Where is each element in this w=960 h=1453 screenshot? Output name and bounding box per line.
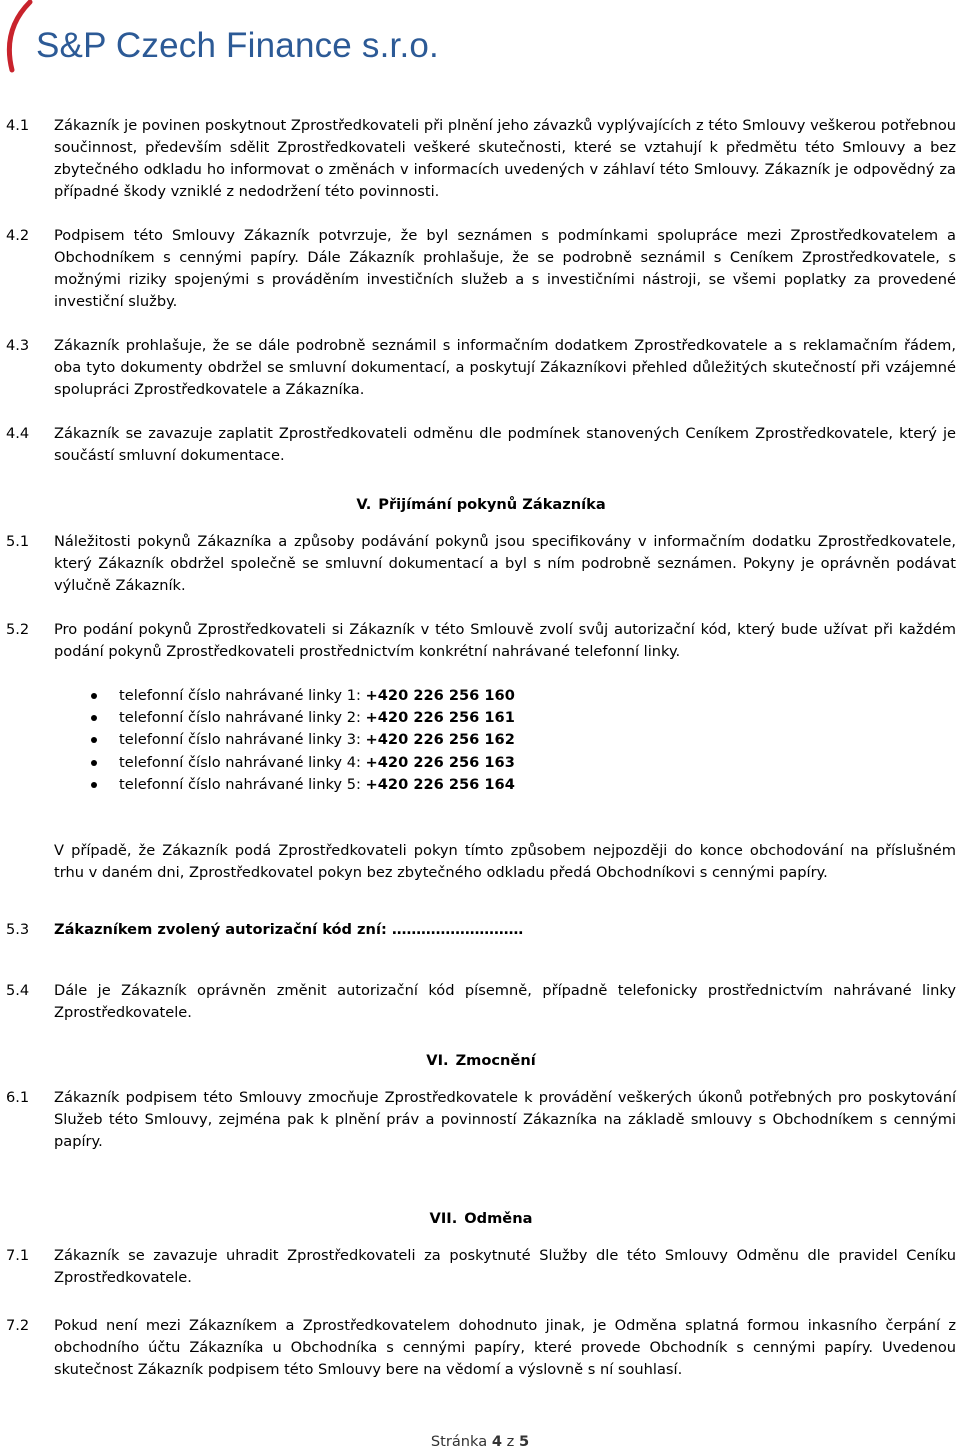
section-heading-v bbox=[6, 494, 956, 516]
list-item bbox=[6, 707, 956, 729]
clause-number: 4.3 bbox=[6, 337, 30, 354]
section-heading-vi bbox=[6, 1050, 956, 1072]
clause-5-1 bbox=[6, 531, 956, 597]
company-logo bbox=[0, 0, 439, 80]
clause-5-3 bbox=[6, 919, 956, 941]
footer-prefix: Stránka bbox=[430, 1433, 492, 1450]
phone-number: +420 226 256 161 bbox=[365, 709, 515, 727]
line-label: telefonní číslo nahrávané linky 4: bbox=[119, 753, 366, 771]
list-item bbox=[6, 774, 956, 796]
clause-5-4 bbox=[6, 980, 956, 1024]
clause-7-2 bbox=[6, 1315, 956, 1381]
line-label: telefonní číslo nahrávané linky 1: bbox=[119, 687, 366, 704]
section-number: VII. bbox=[429, 1210, 458, 1228]
section-title: Zmocnění bbox=[455, 1052, 536, 1070]
phone-lines-list bbox=[6, 685, 956, 796]
clause-7-1 bbox=[6, 1245, 956, 1289]
auth-code-line: Zákazníkem zvolený autorizační kód zní: ……………………… bbox=[54, 921, 524, 939]
clause-text: Zákazník prohlašuje, že se dále podrobně seznámil s informačním dodatkem Zprostředkovatele a s reklamačním řádem, oba tyto dokumenty obdržel se smluvní dokumentací, a poskytují Zákazníkovi přehled důležitých skutečností při vzájemné spolupráci Zprostředkovatele a Zákazníka. bbox=[54, 337, 956, 398]
clause-text: Pro podání pokynů Zprostředkovateli si Zákazník v této Smlouvě zvolí svůj autorizační kód, který bude užívat při každém podání pokynů Zprostředkovateli prostřednictvím konkrétní nahrávané telefonní linky. bbox=[54, 621, 956, 660]
clause-4-4 bbox=[6, 423, 956, 467]
clause-text: Podpisem této Smlouvy Zákazník potvrzuje, že byl seznámen s podmínkami spolupráce mezi Zprostředkovatelem a Obchodníkem s cennými papíry. Dále Zákazník prohlašuje, že se podrobně seznámil s Ceníkem Zprostředkovatele, s možnými riziky spojenými s prováděním investičních služeb a s investičními nástroji, se všemi poplatky za provedené investiční služby. bbox=[54, 227, 956, 310]
clause-5-2-note: V případě, že Zákazník podá Zprostředkovateli pokyn tímto způsobem nejpozději do konce obchodování na příslušném trhu v daném dni, Zprostředkovatel pokyn bez zbytečného odkladu předá Obchodníkovi s cennými papíry. bbox=[54, 842, 956, 882]
list-item bbox=[6, 729, 956, 751]
clause-number: 7.1 bbox=[6, 1247, 30, 1265]
clause-text: Zákazník se zavazuje uhradit Zprostředkovateli za poskytnuté Služby dle této Smlouvy Odměnu dle pravidel Ceníku Zprostředkovatele. bbox=[54, 1247, 956, 1287]
clause-text: Zákazník podpisem této Smlouvy zmocňuje Zprostředkovatele k provádění veškerých úkonů potřebných pro poskytování Služeb této Smlouvy, zejména pak k plnění práv a povinností Zákazníka na základě smlouvy s Obchodníkem s cennými papíry. bbox=[54, 1089, 956, 1151]
clause-number: 4.4 bbox=[6, 425, 30, 442]
line-label: telefonní číslo nahrávané linky 3: bbox=[119, 731, 366, 749]
clause-text: Náležitosti pokynů Zákazníka a způsoby podávání pokynů jsou specifikovány v informačním dodatku Zprostředkovatele, který Zákazník obdržel společně se smluvní dokumentací a byl s ním podrobně seznámen. Pokyny je oprávněn podávat výlučně Zákazník. bbox=[54, 533, 956, 594]
line-label: telefonní číslo nahrávané linky 5: bbox=[119, 775, 366, 793]
total-pages: 5 bbox=[518, 1433, 530, 1450]
section-number: VI. bbox=[426, 1052, 449, 1070]
line-label: telefonní číslo nahrávané linky 2: bbox=[119, 709, 366, 727]
phone-number: +420 226 256 160 bbox=[365, 687, 515, 704]
page-footer bbox=[0, 1431, 960, 1453]
list-item bbox=[6, 752, 956, 774]
clause-number: 4.2 bbox=[6, 227, 30, 244]
clause-number: 5.2 bbox=[6, 621, 30, 638]
section-number: V. bbox=[356, 496, 372, 513]
clause-5-2 bbox=[6, 619, 956, 663]
clause-text: Pokud není mezi Zákazníkem a Zprostředkovatelem dohodnuto jinak, je Odměna splatná formou inkasního čerpání z obchodního účtu Zákazníka u Obchodníka s cennými papíry, které provede Obchodník s cennými papíry. Uvedenou skutečnost Zákazník podpisem této Smlouvy bere na vědomí a výslovně s ní souhlasí. bbox=[54, 1317, 956, 1379]
clause-number: 5.4 bbox=[6, 982, 30, 1000]
clause-text: Dále je Zákazník oprávněn změnit autorizační kód písemně, případně telefonicky prostřednictvím nahrávané linky Zprostředkovatele. bbox=[54, 982, 956, 1022]
clause-text: Zákazník je povinen poskytnout Zprostředkovateli při plnění jeho závazků vyplývajících z této Smlouvy veškerou potřebnou součinnost, především sdělit Zprostředkovateli veškeré skutečnosti, které se vztahují k předmětu této Smlouvy a bez zbytečného odkladu ho informovat o změnách v informacích uvedených v záhlaví této Smlouvy. Zákazník je odpovědný za případné škody vzniklé z nedodržení této povinnosti. bbox=[54, 117, 956, 200]
clause-6-1 bbox=[6, 1087, 956, 1153]
clause-4-1 bbox=[6, 115, 956, 203]
clause-text: Zákazník se zavazuje zaplatit Zprostředkovateli odměnu dle podmínek stanovených Ceníkem Zprostředkovatele, který je součástí smluvní dokumentace. bbox=[54, 425, 956, 464]
company-name: S&P Czech Finance s.r.o. bbox=[36, 26, 439, 65]
phone-number: +420 226 256 163 bbox=[365, 753, 515, 771]
clause-number: 5.3 bbox=[6, 921, 30, 939]
clause-number: 5.1 bbox=[6, 533, 30, 550]
list-item bbox=[6, 685, 956, 707]
section-title: Odměna bbox=[464, 1210, 533, 1228]
clause-4-2 bbox=[6, 225, 956, 313]
clause-number: 4.1 bbox=[6, 117, 30, 134]
phone-number: +420 226 256 164 bbox=[365, 775, 515, 793]
current-page: 4 bbox=[491, 1433, 502, 1450]
section-heading-vii bbox=[6, 1208, 956, 1230]
document-body bbox=[6, 115, 956, 1381]
clause-number: 7.2 bbox=[6, 1317, 30, 1335]
section-title: Přijímání pokynů Zákazníka bbox=[378, 496, 606, 513]
phone-number: +420 226 256 162 bbox=[365, 731, 515, 749]
clause-number: 6.1 bbox=[6, 1089, 30, 1107]
clause-4-3 bbox=[6, 335, 956, 401]
footer-mid: z bbox=[502, 1433, 519, 1450]
